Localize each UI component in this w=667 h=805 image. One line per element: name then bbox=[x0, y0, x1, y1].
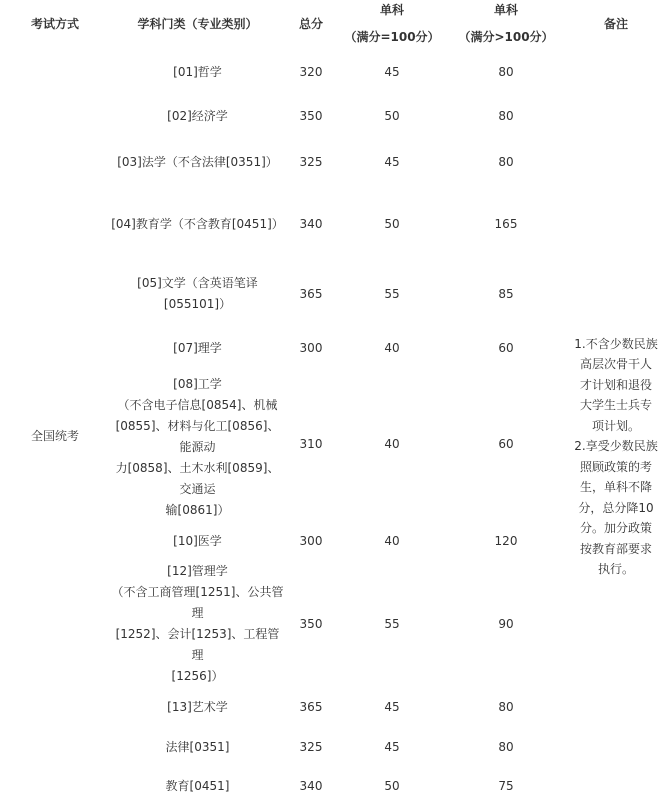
header-total: 总分 bbox=[298, 17, 323, 31]
header-note: 备注 bbox=[603, 17, 628, 31]
category-cell bbox=[110, 561, 285, 687]
note-line: 1.不含少数民族 bbox=[574, 336, 658, 351]
single-over-100-cell: 80 bbox=[498, 699, 514, 714]
category-cell: [02]经济学 bbox=[167, 108, 228, 123]
total-cell: 325 bbox=[299, 739, 323, 754]
single-100-cell: 45 bbox=[384, 154, 400, 169]
single-over-100-cell: 80 bbox=[498, 108, 514, 123]
note-line: 大学生士兵专 bbox=[579, 398, 652, 412]
header-single-100-bottom: （满分=100分） bbox=[344, 30, 440, 44]
note-line: 分，总分降10 bbox=[578, 500, 654, 515]
category-cell: [13]艺术学 bbox=[167, 699, 228, 714]
category-cell: [04]教育学（不含教育[0451]） bbox=[111, 216, 284, 231]
header-single-100-top: 单科 bbox=[379, 3, 404, 17]
single-over-100-cell: 75 bbox=[498, 778, 514, 793]
category-line: [0855]、材料与化工[0856]、能源动 bbox=[115, 419, 280, 454]
category-cell: [07]理学 bbox=[173, 340, 222, 355]
header-row bbox=[0, 0, 667, 48]
single-over-100-cell: 120 bbox=[494, 533, 518, 548]
note-cell bbox=[565, 48, 667, 805]
total-cell: 350 bbox=[299, 616, 323, 631]
note-line: 照顾政策的考 bbox=[579, 459, 652, 474]
single-100-cell: 40 bbox=[384, 340, 400, 355]
exam-method: 全国统考 bbox=[30, 429, 79, 443]
single-100-cell: 50 bbox=[384, 216, 400, 231]
single-100-cell: 45 bbox=[384, 64, 400, 79]
header-single-over-100-bottom: （满分>100分） bbox=[458, 30, 554, 44]
single-100-cell: 40 bbox=[384, 437, 400, 451]
header-single-over-100 bbox=[447, 0, 565, 48]
category-cell: [03]法学（不含法律[0351]） bbox=[117, 154, 278, 169]
note-line: 高层次骨干人 bbox=[579, 357, 652, 371]
single-100-cell: 45 bbox=[384, 699, 400, 714]
header-single-over-100-top: 单科 bbox=[493, 3, 518, 17]
total-cell: 350 bbox=[299, 108, 323, 123]
note-line: 生，单科不降 bbox=[579, 480, 652, 494]
note-line: 执行。 bbox=[597, 562, 634, 576]
single-over-100-cell: 60 bbox=[498, 340, 514, 355]
single-over-100-cell: 165 bbox=[494, 216, 518, 231]
category-line: 输[0861]） bbox=[165, 503, 230, 517]
category-line: [1252]、会计[1253]、工程管理 bbox=[115, 627, 280, 662]
header-category: 学科门类（专业类别） bbox=[137, 17, 258, 31]
total-cell: 300 bbox=[299, 533, 323, 548]
single-over-100-cell: 80 bbox=[498, 154, 514, 169]
category-cell: 法律[0351] bbox=[165, 739, 230, 754]
single-100-cell: 55 bbox=[384, 286, 400, 301]
category-line: [1256]） bbox=[171, 669, 224, 683]
category-line: [12]管理学 bbox=[167, 564, 228, 578]
note-line: 2.享受少数民族 bbox=[574, 439, 658, 453]
single-over-100-cell: 60 bbox=[498, 437, 514, 451]
single-over-100-cell: 85 bbox=[498, 286, 514, 301]
category-cell: [10]医学 bbox=[173, 533, 222, 548]
category-line: 力[0858]、土木水利[0859]、交通运 bbox=[115, 461, 280, 496]
total-cell: 340 bbox=[299, 216, 323, 231]
note-line: 项计划。 bbox=[591, 418, 640, 433]
table-row bbox=[0, 48, 667, 96]
note-line: 才计划和退役 bbox=[579, 377, 652, 392]
category-line: （不含工商管理[1251]、公共管理 bbox=[111, 585, 284, 620]
category-cell: [01]哲学 bbox=[173, 64, 222, 79]
header-method: 考试方式 bbox=[30, 17, 79, 31]
category-line: （不含电子信息[0854]、机械 bbox=[117, 398, 278, 412]
total-cell: 325 bbox=[299, 154, 323, 169]
category-cell bbox=[110, 368, 285, 521]
header-single-100 bbox=[337, 0, 447, 48]
single-100-cell: 40 bbox=[384, 533, 400, 548]
note-line: 分。加分政策 bbox=[579, 521, 652, 535]
single-over-100-cell: 90 bbox=[498, 616, 514, 631]
total-cell: 365 bbox=[299, 286, 323, 301]
total-cell: 365 bbox=[299, 699, 323, 714]
single-100-cell: 45 bbox=[384, 739, 400, 754]
note-line: 按教育部要求 bbox=[579, 541, 652, 556]
total-cell: 320 bbox=[299, 64, 323, 79]
single-100-cell: 55 bbox=[384, 616, 400, 631]
single-100-cell: 50 bbox=[384, 778, 400, 793]
total-cell: 340 bbox=[299, 778, 323, 793]
category-cell: 教育[0451] bbox=[165, 778, 230, 793]
single-100-cell: 50 bbox=[384, 108, 400, 123]
total-cell: 310 bbox=[299, 437, 323, 451]
single-over-100-cell: 80 bbox=[498, 739, 514, 754]
single-over-100-cell: 80 bbox=[498, 64, 514, 79]
category-line: [08]工学 bbox=[173, 377, 222, 391]
category-cell: [05]文学（含英语笔译[055101]） bbox=[137, 276, 258, 311]
total-cell: 300 bbox=[299, 340, 323, 355]
